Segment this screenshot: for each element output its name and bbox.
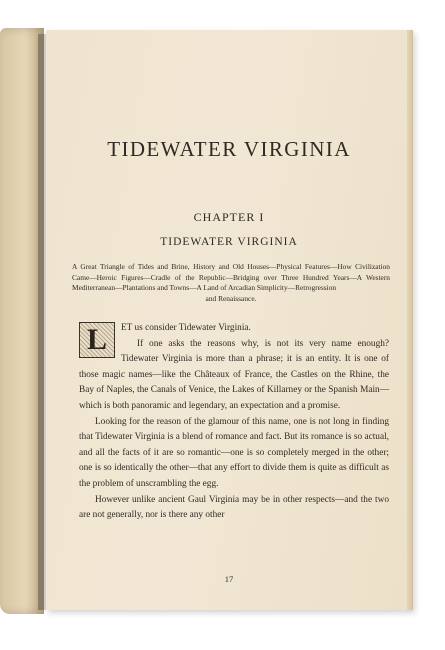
chapter-title: TIDEWATER VIRGINIA <box>160 236 298 248</box>
paragraph-1 <box>79 321 389 356</box>
paragraph-2: If one asks the reasons why, is not its very name enough? Tidewater Virginia is more than a phrase; it is an entity. It is one of those magic names—like the Châteaux of France, the Castles on the Rhine, the Bay of Naples, the Canals of Venice, the Lakes of Killarney or the Spanish Main—which is both panoramic and legendary, an expectation and a promise. <box>79 338 389 411</box>
paragraph-1-text: ET us consider Tidewater Virginia. <box>121 323 251 333</box>
chapter-synopsis <box>72 262 390 304</box>
paragraph-3: Looking for the reason of the glamour of this name, one is not long in finding that Tidewater Virginia is a blend of romance and fact. But its romance is so actual, and all the facts of it are so romantic—one is so completely merged in the other; one is so identically the other—that any effort to divide them is quite as difficult as the problem of unscrambling the egg. <box>79 416 389 489</box>
page-edge <box>407 30 412 610</box>
synopsis-text: A Great Triangle of Tides and Brine, History and Old Houses—Physical Features—How Civilization Came—Heroic Figures—Cradle of the Republic—Bridging over Three Hundred Years—A Western Mediterranean—Plantations and Towns—A Land of Arcadian Simplicity—Retrogression <box>72 262 390 293</box>
book-title: TIDEWATER VIRGINIA <box>107 137 351 161</box>
chapter-label: CHAPTER I <box>193 210 265 224</box>
page-number: 17 <box>224 574 234 584</box>
body-text <box>79 321 389 524</box>
book-page <box>46 30 413 610</box>
synopsis-last-line: and Renaissance. <box>205 293 257 303</box>
paragraph-4: However unlike ancient Gaul Virginia may be in other respects—and the two are not generally, nor is there any other <box>79 494 389 521</box>
ornamental-drop-cap: L <box>79 322 115 358</box>
